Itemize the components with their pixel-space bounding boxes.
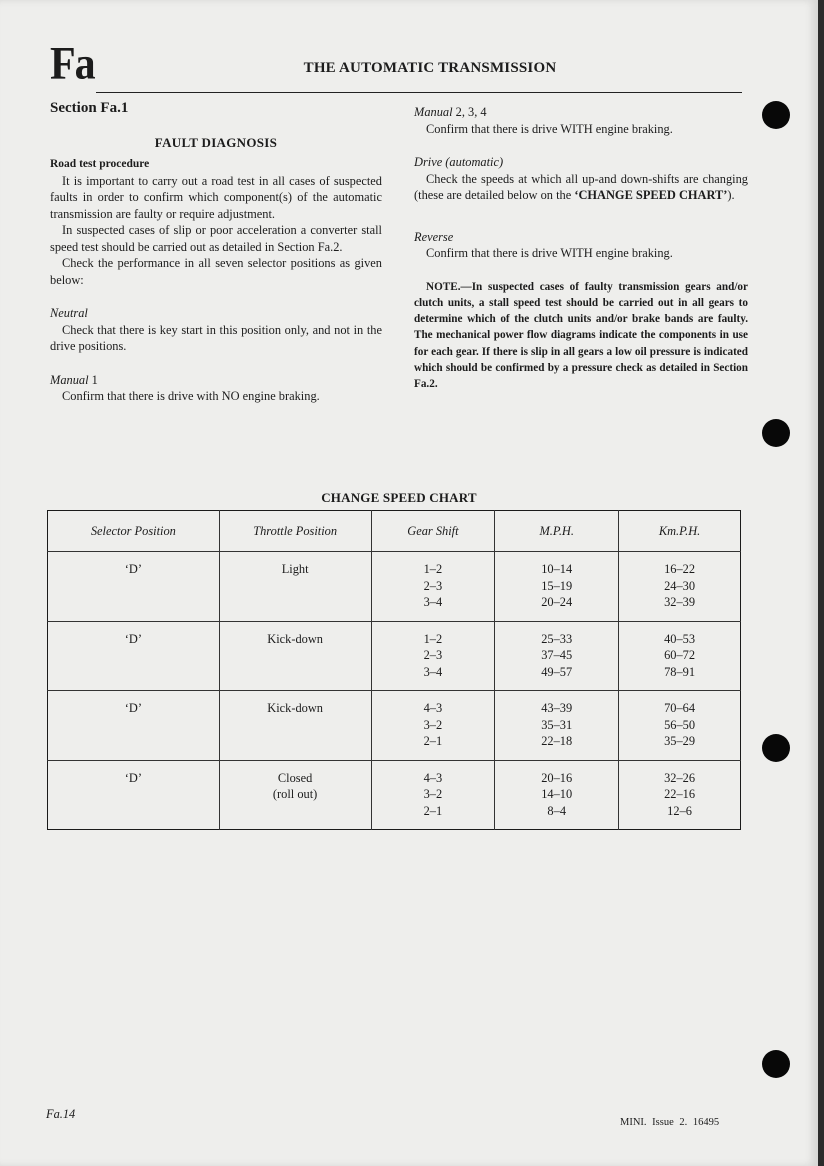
change-speed-table (47, 510, 741, 830)
throttle-cell (219, 621, 371, 691)
gear-shift-line: 2–1 (423, 803, 443, 818)
neutral-heading: Neutral (50, 306, 88, 320)
selector-cell: ‘D’ (48, 760, 220, 830)
mph-line: 10–14 (541, 562, 573, 576)
manual-234-heading-italic: Manual (414, 105, 453, 119)
mph-cell (495, 691, 619, 761)
manual-1-heading (50, 372, 382, 389)
fault-diagnosis-heading: FAULT DIAGNOSIS (154, 134, 278, 150)
page-edge (818, 0, 824, 1166)
kmph-line: 40–53 (664, 631, 696, 646)
binder-hole (762, 101, 790, 129)
manual-1-heading-italic: Manual (50, 372, 89, 387)
gear-shift-line: 3–4 (423, 664, 443, 679)
reverse-text: Confirm that there is drive WITH engine braking. (426, 246, 673, 260)
mph-line: 15–19 (541, 578, 573, 593)
kmph-cell (619, 760, 741, 830)
gear-shift-cell (371, 760, 495, 830)
table-row (48, 691, 741, 761)
gear-shift-line: 2–3 (423, 648, 443, 662)
issue-reference: MINI. Issue 2. 16495 (620, 1117, 720, 1128)
kmph-line: 56–50 (664, 717, 696, 732)
selector-cell: ‘D’ (48, 691, 220, 761)
throttle-cell (219, 552, 371, 622)
table-body (48, 552, 741, 830)
neutral-text: Check that there is key start in this position only, and not in the drive positions. (50, 322, 382, 353)
drive-heading: Drive (automatic) (414, 155, 504, 169)
gear-shift-line: 3–4 (423, 595, 443, 609)
mph-line: 14–10 (541, 787, 573, 801)
drive-text (414, 171, 748, 204)
kmph-line: 12–6 (667, 803, 692, 818)
throttle-cell (219, 691, 371, 761)
table-row (48, 552, 741, 622)
kmph-line: 32–26 (664, 770, 696, 785)
throttle-line: Kick-down (267, 631, 323, 646)
table-row (48, 760, 741, 830)
gear-shift-line: 2–1 (423, 734, 443, 748)
gear-shift-line: 4–3 (423, 701, 443, 715)
column-header-selector: Selector Position (48, 511, 220, 552)
section-letter: Fa (50, 39, 95, 90)
note-paragraph: NOTE.—In suspected cases of faulty transmission gears and/or clutch units, a stall speed test should be carried out in all gears to determine which of the clutch units and/or brake bands are faulty. The mechanical power flow diagrams indicate the components in use for each gear. If there is slip in all gears a low oil pressure is indicated which should be confirmed by a pressure check as detailed in Section Fa.2. (414, 280, 748, 391)
column-header-kmph: Km.P.H. (619, 511, 741, 552)
throttle-line: (roll out) (272, 787, 318, 801)
drive-text-start: Check the speeds at which all up-and down-shifts are changing (these are detailed below on the (414, 171, 748, 202)
manual-234-text: Confirm that there is drive WITH engine braking. (426, 121, 673, 136)
binder-hole (762, 1050, 790, 1078)
gear-shift-line: 3–2 (423, 787, 443, 801)
header-rule (96, 92, 742, 93)
kmph-line: 24–30 (664, 578, 696, 593)
table-row (48, 621, 741, 691)
mph-cell (495, 760, 619, 830)
kmph-line: 70–64 (664, 701, 696, 715)
gear-shift-line: 2–3 (423, 578, 443, 593)
mph-line: 22–18 (541, 734, 573, 748)
mph-line: 25–33 (541, 631, 573, 646)
throttle-line: Kick-down (267, 701, 323, 715)
mph-line: 20–24 (541, 595, 573, 609)
section-heading: Section Fa.1 (50, 100, 129, 116)
throttle-line: Light (281, 562, 309, 576)
kmph-cell (619, 621, 741, 691)
kmph-line: 22–16 (664, 787, 696, 801)
gear-shift-cell (371, 621, 495, 691)
kmph-line: 60–72 (664, 648, 696, 662)
mph-line: 49–57 (541, 664, 573, 679)
kmph-cell (619, 552, 741, 622)
gear-shift-cell (371, 552, 495, 622)
right-column (414, 104, 748, 393)
throttle-cell (219, 760, 371, 830)
column-header-mph: M.P.H. (495, 511, 619, 552)
mph-cell (495, 621, 619, 691)
gear-shift-cell (371, 691, 495, 761)
left-column (50, 100, 382, 405)
kmph-line: 32–39 (664, 595, 696, 609)
road-test-paragraph-1: It is important to carry out a road test in all cases of suspected faults in order to confirm which component(s) of the automatic transmission are faulty or require adjustment. (50, 173, 382, 221)
gear-shift-line: 1–2 (423, 562, 443, 576)
mph-line: 43–39 (541, 701, 573, 715)
binder-hole (762, 419, 790, 447)
page-number: Fa.14 (46, 1107, 76, 1121)
mph-line: 8–4 (547, 803, 567, 818)
mph-line: 35–31 (541, 717, 573, 732)
kmph-line: 16–22 (664, 562, 696, 576)
column-header-gear-shift: Gear Shift (371, 511, 495, 552)
manual-234-heading-numbers: 2, 3, 4 (452, 105, 487, 119)
table-header-row (48, 511, 741, 552)
manual-1-text: Confirm that there is drive with NO engine braking. (62, 389, 320, 403)
kmph-line: 35–29 (664, 734, 696, 748)
mph-line: 37–45 (541, 648, 573, 662)
road-test-heading: Road test procedure (50, 158, 150, 170)
selector-cell: ‘D’ (48, 552, 220, 622)
drive-text-end: ). (727, 188, 735, 202)
kmph-cell (619, 691, 741, 761)
gear-shift-line: 1–2 (423, 631, 443, 646)
selector-cell: ‘D’ (48, 621, 220, 691)
gear-shift-line: 4–3 (423, 770, 443, 785)
throttle-line: Closed (277, 770, 313, 785)
kmph-line: 78–91 (664, 664, 696, 679)
reverse-heading: Reverse (414, 229, 454, 244)
binder-hole (762, 734, 790, 762)
manual-1-heading-number: 1 (88, 372, 98, 387)
road-test-paragraph-3: Check the performance in all seven selector positions as given below: (50, 256, 382, 287)
mph-cell (495, 552, 619, 622)
page-title: THE AUTOMATIC TRANSMISSION (303, 60, 557, 76)
drive-text-chart-ref: ‘CHANGE SPEED CHART’ (574, 188, 728, 202)
column-header-throttle: Throttle Position (219, 511, 371, 552)
manual-234-heading (414, 104, 748, 121)
chart-title: CHANGE SPEED CHART (321, 490, 477, 505)
mph-line: 20–16 (541, 770, 573, 785)
road-test-paragraph-2: In suspected cases of slip or poor acceleration a converter stall speed test should be carried out as detailed in Section Fa.2. (50, 223, 382, 254)
gear-shift-line: 3–2 (423, 717, 443, 732)
